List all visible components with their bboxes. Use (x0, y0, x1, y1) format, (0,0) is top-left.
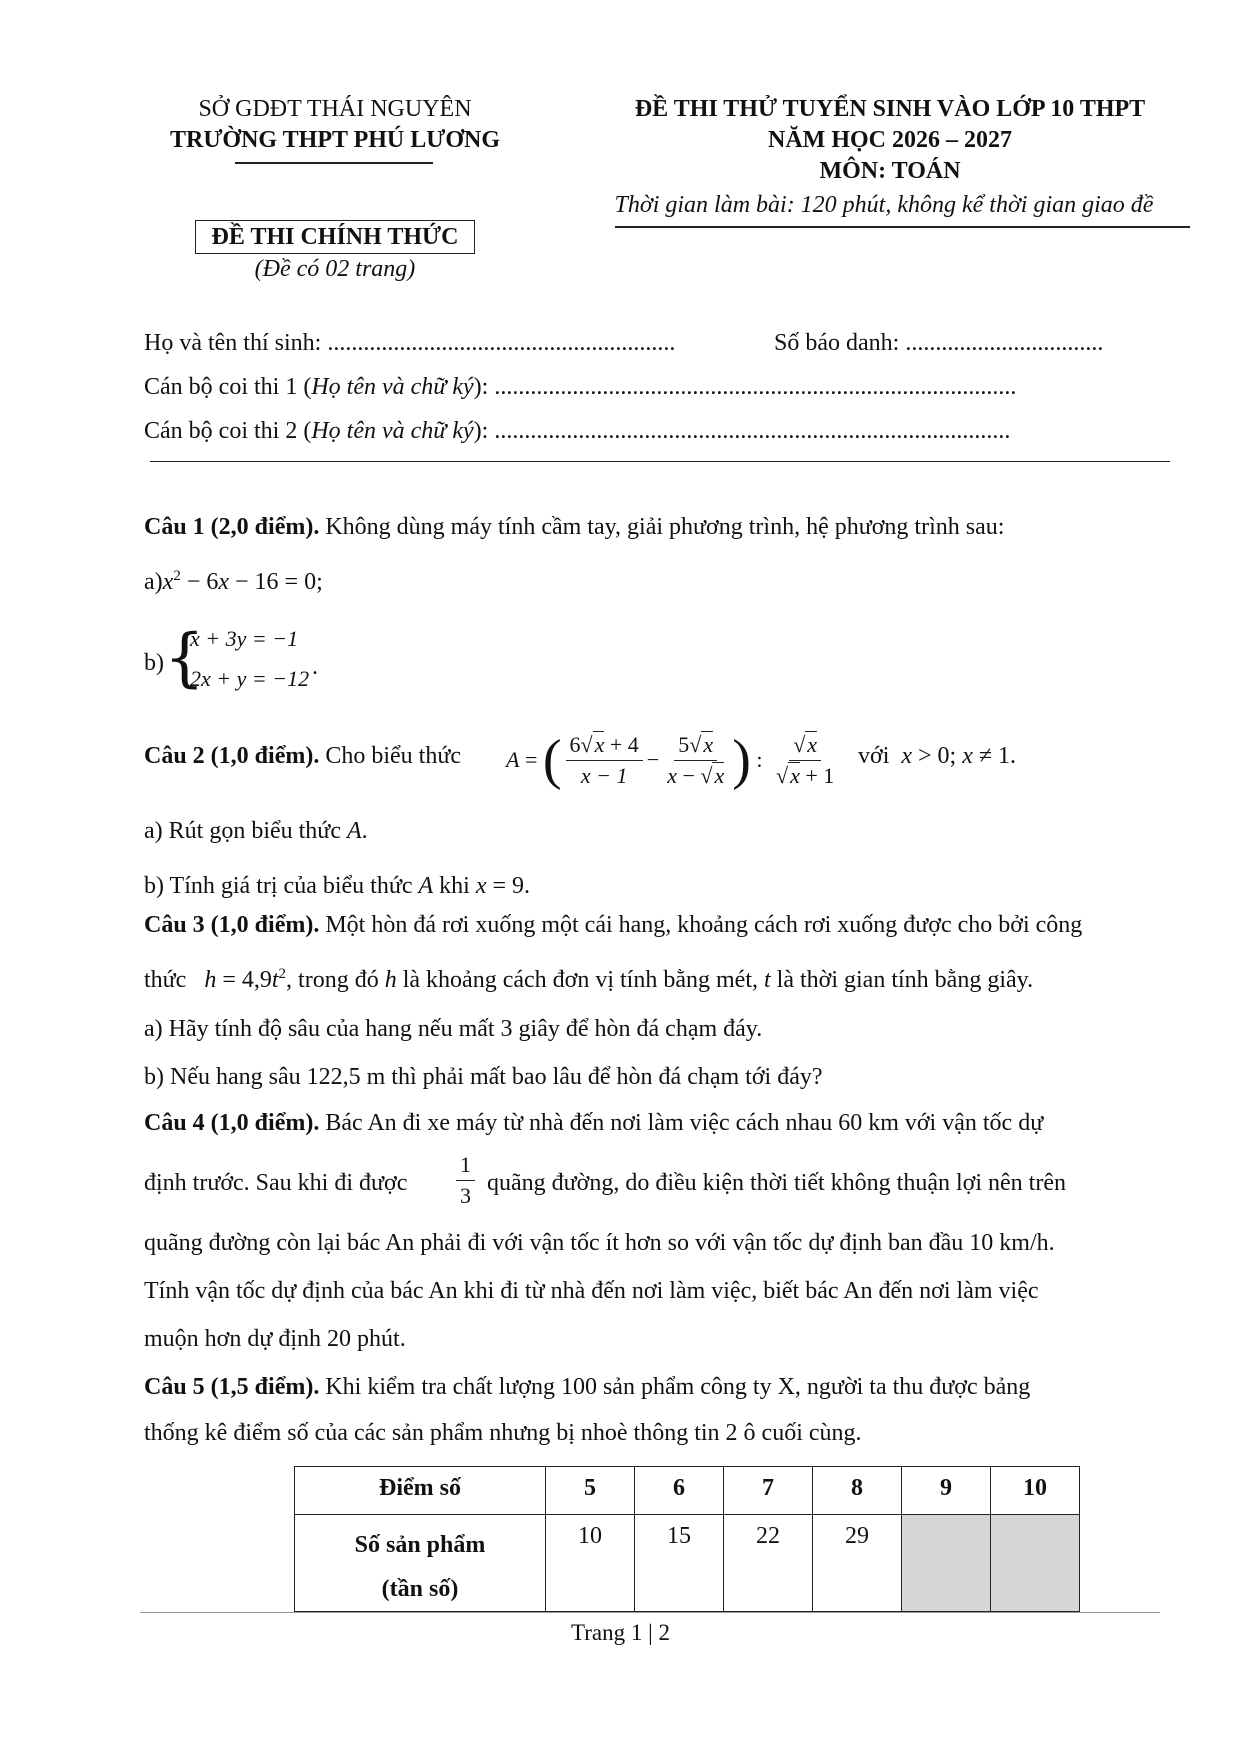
question-1 (144, 514, 1004, 541)
q3-text1: Một hòn đá rơi xuống một cái hang, khoảng cách rơi xuống được cho bởi công (319, 912, 1083, 938)
proctor2-prefix: Cán bộ coi thi 2 ( (144, 418, 312, 444)
blurred-cell (991, 1515, 1080, 1612)
q1-b-eq2: 2x + y = −12 (190, 666, 310, 691)
school-year: NĂM HỌC 2026 – 2027 (768, 127, 1012, 153)
table-cell: 9 (902, 1467, 991, 1515)
q2-expression: A = ( $\frac{6√x + 4}{x - 1}$ − $\frac{5√x}{x - √x}$ ) : $\frac{√x}{√x + 1}$ (506, 729, 835, 791)
count-header-line1: Số sản phẩm (354, 1532, 486, 1558)
q1-a-prefix: a) (144, 569, 163, 595)
q4-fraction (456, 1152, 475, 1209)
proctor2-field[interactable] (144, 418, 1010, 445)
q2-part-b: b) Tính giá trị của biểu thức A khi x = 9. (144, 873, 531, 899)
table-cell: 15 (635, 1515, 724, 1612)
proctor1-italic: Họ tên và chữ ký (311, 374, 474, 400)
q2-a-text: a) Rút gọn biểu thức (144, 818, 341, 844)
proctor1-prefix: Cán bộ coi thi 1 ( (144, 374, 312, 400)
q3-part-b: b) Nếu hang sâu 122,5 m thì phải mất bao lâu để hòn đá chạm tới đáy? (144, 1064, 823, 1090)
exam-time: Thời gian làm bài: 120 phút, không kể thời gian giao đề (614, 192, 1154, 218)
candidate-name-field[interactable] (144, 330, 675, 357)
exam-title: ĐỀ THI THỬ TUYỂN SINH VÀO LỚP 10 THPT (634, 96, 1146, 122)
q1-b-period: . (312, 654, 318, 680)
q2-part-a: a) Rút gọn biểu thức A. (144, 818, 368, 844)
table-header-score: Điểm số (295, 1467, 546, 1515)
q3-line2: thức $h = 4,9t^2$, trong đó h là khoảng cách đơn vị tính bằng mét, t là thời gian tính bằng giây. (144, 966, 1034, 993)
q4-line3: quãng đường còn lại bác An phải đi với vận tốc ít hơn so với vận tốc dự định ban đầu 10 km/h. (144, 1230, 1055, 1256)
q5-line2: thống kê điểm số của các sản phẩm nhưng bị nhoè thông tin 2 ô cuối cùng. (144, 1420, 862, 1446)
time-underline (615, 226, 1190, 228)
question-5 (144, 1374, 1030, 1401)
candidate-id-label: Số báo danh: ................................. (774, 330, 1104, 356)
q4-text1: Bác An đi xe máy từ nhà đến nơi làm việc cách nhau 60 km với vận tốc dự (319, 1110, 1044, 1136)
q3-text2-mid2: là khoảng cách đơn vị tính bằng mét, (402, 967, 758, 993)
q3-text2-mid: , trong đó (286, 967, 379, 993)
q4-text2-pre: định trước. Sau khi đi được (144, 1170, 408, 1196)
question-4 (144, 1110, 1043, 1137)
proctor2-italic: Họ tên và chữ ký (311, 418, 474, 444)
table-cell: 7 (724, 1467, 813, 1515)
table-cell: 8 (813, 1467, 902, 1515)
table-cell: 5 (546, 1467, 635, 1515)
q1-text: Không dùng máy tính cầm tay, giải phương trình, hệ phương trình sau: (319, 514, 1005, 540)
q5-text1: Khi kiểm tra chất lượng 100 sản phẩm công ty X, người ta thu được bảng (319, 1374, 1031, 1400)
q3-label: Câu 3 (1,0 điểm). (144, 912, 320, 938)
q4-frac-num: 1 (456, 1152, 475, 1181)
q2-text: Cho biểu thức (319, 743, 461, 769)
q3-text2-pre: thức (144, 967, 187, 993)
page-number: Trang 1 | 2 (571, 1620, 670, 1645)
q1-b-eq1: x + 3y = −1 (190, 626, 299, 651)
q2-b-when: khi (439, 873, 470, 899)
pages-note: (Đề có 02 trang) (254, 256, 416, 282)
department-name: SỞ GDĐT THÁI NGUYÊN (198, 96, 472, 122)
q1-label: Câu 1 (2,0 điểm). (144, 514, 320, 540)
table-cell: 10 (546, 1515, 635, 1612)
system-brace: { (164, 621, 205, 695)
table-cell: 29 (813, 1515, 902, 1612)
proctor1-suffix: ): ....................................................................................... (473, 374, 1017, 400)
q4-label: Câu 4 (1,0 điểm). (144, 1110, 320, 1136)
q2-label: Câu 2 (1,0 điểm). (144, 743, 320, 769)
table-cell: 6 (635, 1467, 724, 1515)
table-row (295, 1515, 1080, 1612)
score-frequency-table (294, 1466, 1080, 1612)
q3-part-a: a) Hãy tính độ sâu của hang nếu mất 3 giây để hòn đá chạm đáy. (144, 1016, 763, 1042)
official-exam-box (195, 220, 475, 254)
school-name: TRƯỜNG THPT PHÚ LƯƠNG (169, 127, 501, 153)
q3-text2-end: là thời gian tính bằng giây. (776, 967, 1034, 993)
candidate-id-field[interactable] (774, 330, 1103, 357)
table-cell: 10 (991, 1467, 1080, 1515)
school-underline (235, 162, 433, 164)
q2-b-text: b) Tính giá trị của biểu thức (144, 873, 413, 899)
official-exam-label: ĐỀ THI CHÍNH THỨC (211, 224, 459, 250)
q2-cond-word: với (858, 743, 890, 769)
candidate-name-label: Họ và tên thí sinh: .......................................................... (144, 330, 676, 356)
count-header-line2: (tần số) (381, 1576, 459, 1602)
table-row (295, 1467, 1080, 1515)
q4-text2-post: quãng đường, do điều kiện thời tiết không thuận lợi nên trên (487, 1170, 1066, 1196)
q1-part-a: $a)x^2 - 6x - 16 = 0$; (144, 568, 323, 595)
q4-line5: muộn hơn dự định 20 phút. (144, 1326, 406, 1352)
q5-label: Câu 5 (1,5 điểm). (144, 1374, 320, 1400)
proctor2-suffix: ): ...................................................................................... (473, 418, 1011, 444)
header-divider (150, 461, 1170, 462)
table-header-count (295, 1515, 546, 1612)
q1-b-prefix: b) (144, 650, 164, 676)
subject: MÔN: TOÁN (819, 158, 961, 184)
q4-line4: Tính vận tốc dự định của bác An khi đi từ nhà đến nơi làm việc, biết bác An đến nơi làm việc (144, 1278, 1039, 1304)
q2-condition: với x > 0; x ≠ 1. (858, 743, 1017, 769)
blurred-cell (902, 1515, 991, 1612)
q4-frac-den: 3 (460, 1183, 471, 1208)
proctor1-field[interactable] (144, 374, 1016, 401)
question-3 (144, 912, 1082, 939)
table-cell: 22 (724, 1515, 813, 1612)
footer-divider (140, 1612, 1160, 1613)
